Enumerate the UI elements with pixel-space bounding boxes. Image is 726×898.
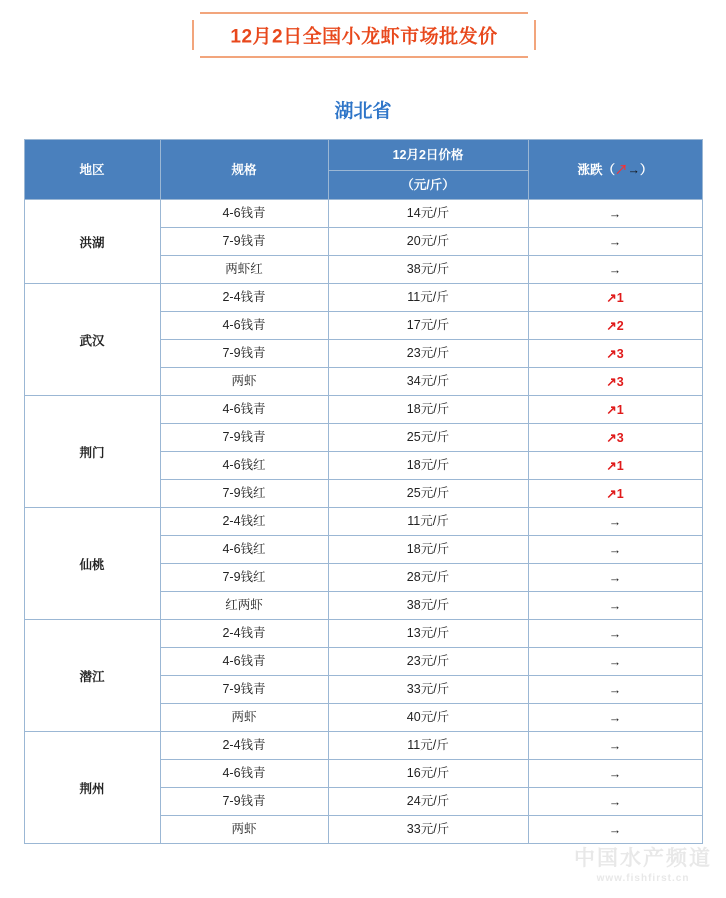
change-cell-flat: → [528,676,702,704]
change-cell-flat: → [528,256,702,284]
change-cell-up: ↗2 [528,312,702,340]
change-cell-flat: → [528,760,702,788]
spec-cell: 7-9钱青 [160,424,328,452]
spec-cell: 7-9钱青 [160,788,328,816]
change-cell-flat: → [528,788,702,816]
table-header [24,140,702,200]
arrow-up-icon: ↗ [614,162,628,177]
column-header-price-unit: （元/斤） [328,171,528,200]
price-cell: 40元/斤 [328,704,528,732]
change-cell-flat: → [528,620,702,648]
arrow-flat-icon: → [627,162,640,177]
spec-cell: 4-6钱青 [160,648,328,676]
province-heading: 湖北省 [334,101,392,122]
spec-cell: 2-4钱红 [160,508,328,536]
change-cell-up: ↗1 [528,396,702,424]
change-cell-flat: → [528,200,702,228]
price-cell: 11元/斤 [328,732,528,760]
spec-cell: 两虾 [160,368,328,396]
page-title: 12月2日全国小龙虾市场批发价 [230,26,498,48]
spec-cell: 红两虾 [160,592,328,620]
corner-top-right [528,10,538,20]
change-label-text: 涨跌（ [577,162,615,177]
table-row [24,620,702,648]
change-cell-flat: → [528,228,702,256]
change-cell-up: ↗1 [528,452,702,480]
change-cell-flat: → [528,816,702,844]
column-header-price: 12月2日价格 [328,140,528,171]
spec-cell: 2-4钱青 [160,732,328,760]
spec-cell: 4-6钱青 [160,312,328,340]
change-cell-flat: → [528,648,702,676]
watermark-sub: www.fishfirst.cn [596,873,690,884]
table-row [24,284,702,312]
price-cell: 18元/斤 [328,396,528,424]
spec-cell: 4-6钱青 [160,200,328,228]
change-cell-flat: → [528,704,702,732]
column-header-region: 地区 [24,140,160,200]
price-cell: 13元/斤 [328,620,528,648]
change-cell-flat: → [528,564,702,592]
price-cell: 25元/斤 [328,480,528,508]
column-header-spec: 规格 [160,140,328,200]
spec-cell: 2-4钱青 [160,620,328,648]
spec-cell: 2-4钱青 [160,284,328,312]
region-cell: 洪湖 [24,200,160,284]
price-cell: 24元/斤 [328,788,528,816]
watermark-text: 中国水产频道 [574,847,712,870]
spec-cell: 4-6钱红 [160,452,328,480]
price-cell: 33元/斤 [328,676,528,704]
region-cell: 武汉 [24,284,160,396]
spec-cell: 7-9钱红 [160,480,328,508]
title-banner [0,0,726,72]
table-row [24,396,702,424]
spec-cell: 7-9钱青 [160,228,328,256]
corner-bottom-right [528,50,538,60]
spec-cell: 4-6钱青 [160,760,328,788]
region-cell: 仙桃 [24,508,160,620]
change-cell-up: ↗3 [528,368,702,396]
table-row [24,200,702,228]
change-cell-up: ↗1 [528,480,702,508]
price-cell: 34元/斤 [328,368,528,396]
spec-cell: 4-6钱青 [160,396,328,424]
change-cell-flat: → [528,508,702,536]
price-cell: 33元/斤 [328,816,528,844]
price-cell: 28元/斤 [328,564,528,592]
spec-cell: 7-9钱红 [160,564,328,592]
change-cell-flat: → [528,592,702,620]
price-cell: 20元/斤 [328,228,528,256]
price-cell: 14元/斤 [328,200,528,228]
spec-cell: 7-9钱青 [160,676,328,704]
change-label-close: ） [640,162,653,177]
price-cell: 18元/斤 [328,536,528,564]
spec-cell: 两虾 [160,704,328,732]
region-cell: 荆门 [24,396,160,508]
watermark [574,842,712,884]
column-header-change [528,140,702,200]
table-row [24,732,702,760]
corner-bottom-left [190,50,200,60]
price-cell: 11元/斤 [328,284,528,312]
price-table [24,139,703,844]
table-row [24,508,702,536]
price-cell: 23元/斤 [328,340,528,368]
price-cell: 38元/斤 [328,256,528,284]
change-cell-up: ↗3 [528,340,702,368]
price-cell: 25元/斤 [328,424,528,452]
change-cell-flat: → [528,732,702,760]
title-box [192,12,536,58]
spec-cell: 7-9钱青 [160,340,328,368]
price-cell: 18元/斤 [328,452,528,480]
price-cell: 16元/斤 [328,760,528,788]
price-cell: 17元/斤 [328,312,528,340]
price-cell: 38元/斤 [328,592,528,620]
spec-cell: 两虾 [160,816,328,844]
change-cell-up: ↗1 [528,284,702,312]
price-cell: 11元/斤 [328,508,528,536]
table-body [24,200,702,844]
change-cell-up: ↗3 [528,424,702,452]
price-cell: 23元/斤 [328,648,528,676]
region-cell: 潜江 [24,620,160,732]
corner-top-left [190,10,200,20]
spec-cell: 两虾红 [160,256,328,284]
change-cell-flat: → [528,536,702,564]
region-cell: 荆州 [24,732,160,844]
spec-cell: 4-6钱红 [160,536,328,564]
